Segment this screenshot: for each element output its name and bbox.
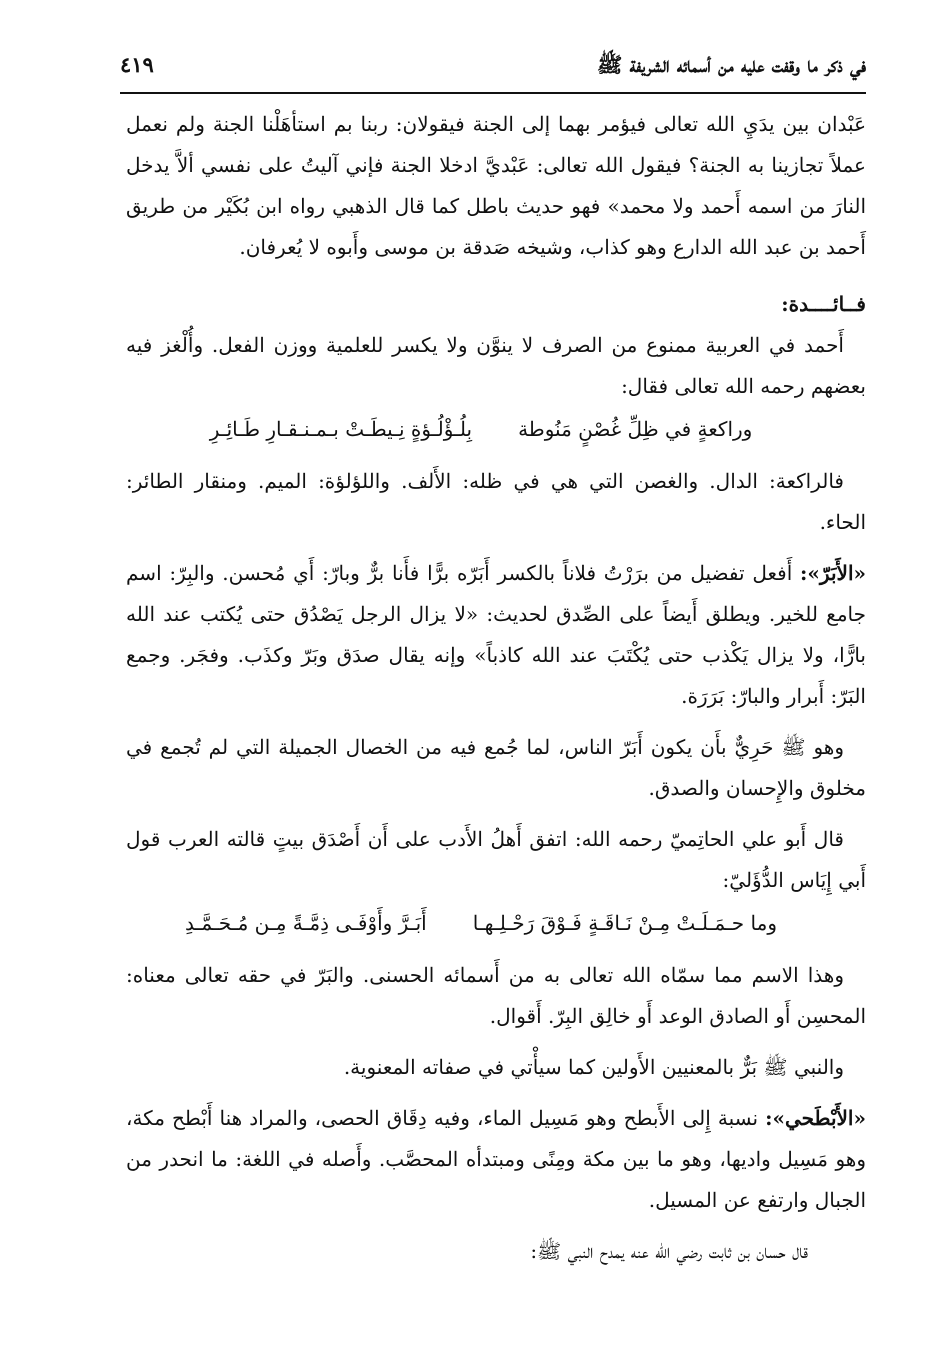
term-al-abtahi: «الأَبْطَحي»: <box>765 1106 866 1130</box>
definition-al-abarr: أَفعل تفضيل من برَرْتُ فلاناً بالكسر أَبَرّه برًّا فأَنا برٌّ وبارّ: أَي مُحسن. والبِرّ: اسم جامع للخير. ويطلق أَيضاً على الصِّدق لحديث: «لا يزال الرجل يَصْدُق حتى يُكتب عند الله بارًّا، ولا يزال يَكْذب حتى يُكْتَبَ عند الله كاذباً» وإنه يقال صدَق وبَرّ وكذَب. وفجَر. وجمع البَرّ: أَبرار والبارّ: بَرَرَة. <box>126 561 866 708</box>
paragraph-hatimi-quote: قال أَبو علي الحاتِميّ رحمه الله: اتفق أَهلُ الأَدب على أَن أَصْدَق بيتٍ قالته العرب قول أَبي إِيَاس الدُّؤَليّ: <box>126 827 866 892</box>
term-al-abarr: «الأَبَرّ»: <box>800 561 866 585</box>
chapter-title: في ذكر ما وقفت عليه من أسمائه الشريفة ﷺ <box>596 52 866 77</box>
section-heading-faida: فــائــــدة: <box>781 292 866 316</box>
definition-al-abtahi: نسبة إِلى الأَبطح وهو مَسِيل الماء، وفيه دِقَاق الحصى، والمراد هنا أَبْطح مكة، وهو مَسِيل واديها، وهو ما بين مكة ومِنًى ومبتدأه المحصَّب. وأَصله في اللغة: ما انحدر من الجبال وارتفع عن المسيل. <box>126 1106 866 1212</box>
verse-second-hemistich: أَبَـرَّ وأَوْفَـى ذِمَّـةً مِـن مُـحَـمَّـدِ <box>185 911 427 935</box>
page-number: ٤١٩ <box>120 52 154 77</box>
running-header <box>120 48 866 94</box>
paragraph-prophet-barr: والنبي ﷺ بَرٌّ بالمعنيين الأَولين كما سيأْتي في صفاته المعنوية. <box>343 1055 844 1079</box>
paragraph-al-abtahi <box>126 1098 866 1221</box>
poem-verse-abu-iyas <box>126 901 866 945</box>
paragraph-ahmad-grammar: أَحمد في العربية ممنوع من الصرف لا ينوَّن ولا يكسر للعلمية ووزن الفعل. وأُلْغز فيه بعضهم رحمه الله تعالى فقال: <box>126 333 866 398</box>
verse-second-hemistich: بِلُـؤْلُـؤةٍ نِـيطَـتْ بـمـنـقـارِ طَـائِـرِ <box>209 417 473 441</box>
paragraph-prophet-abarr: وهو ﷺ حَرِيٌّ بأَن يكون أَبَرّ الناس، لما جُمع فيه من الخصال الجميلة التي لم تُجمع في مخلوق والإِحسان والصدق. <box>126 735 866 800</box>
page-body <box>126 104 866 1272</box>
poem-verse-riddle <box>126 407 866 451</box>
paragraph-hadith-end: عَبْدان بين يدَيِ الله تعالى فيؤمر بهما إلى الجنة فيقولان: ربنا بم استأهَلْنا الجنة ولم نعمل عملاً تجازينا به الجنة؟ فيقول الله تعالى: عَبْديَّ ادخلا الجنة فإني آليتُ على نفسي ألاَّ يدخل النارَ من اسمه أَحمد ولا محمد» فهو حديث باطل كما قال الذهبي رواه ابن بُكَيْر من طريق أَحمد بن عبد الله الدارع وهو كذاب، وشيخه صَدقة بن موسى وأَبوه لا يُعرفان. <box>126 112 866 259</box>
verse-first-hemistich: وما حـمَـلَـتْ مِـنْ نَـاقَـةٍ فَـوْقَ رَحْـلِـهـا <box>472 911 777 935</box>
paragraph-hassan-intro: قال حسان بن ثابت رضي الله عنه يمدح النبي ﷺ: <box>530 1239 808 1263</box>
verse-first-hemistich: وراكعةٍ في ظِلِّ غُصْنٍ مَنُوطة <box>518 417 753 441</box>
paragraph-name-of-allah: وهذا الاسم مما سمّاه الله تعالى به من أَسمائه الحسنى. والبَرّ في حقه تعالى معناه: المحسِن أَو الصادق الوعد أَو خالِق البِرّ. أَقوال. <box>126 963 866 1028</box>
paragraph-riddle-explanation: فالراكعة: الدال. والغصن التي هي في ظله: الأَلف. واللؤلؤة: الميم. ومنقار الطائر: الحاء. <box>126 469 866 534</box>
paragraph-al-abarr <box>126 553 866 717</box>
